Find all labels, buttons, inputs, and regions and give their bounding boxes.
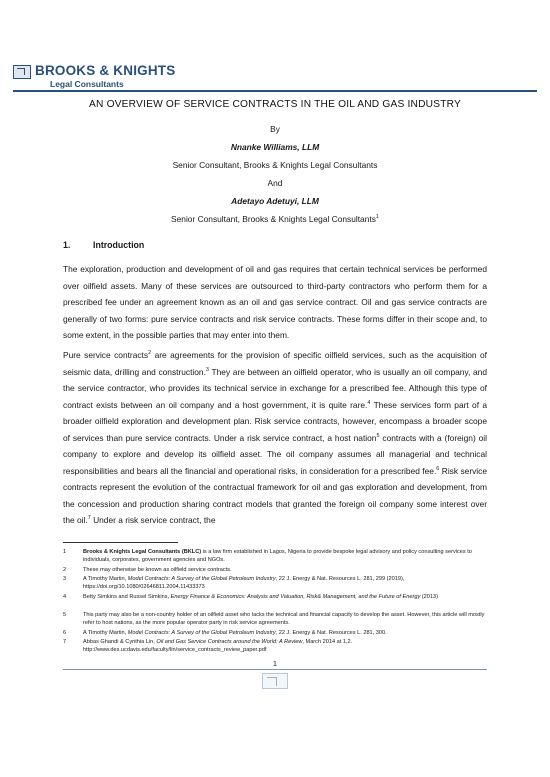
author-1-name: Nnanke Williams, LLM [230,142,320,152]
para2-text-2: are agreements for the provision of specific oilfield services, such as the acquisition of seismic data, drilling and construction. [63,350,487,377]
footnote-number: 6 [63,630,67,636]
footnote-7 [63,638,487,655]
footnote-number: 1 [63,549,67,555]
footnote-title: Oil and Gas Service Contracts around the World: A Review [156,639,303,645]
para2-text-1: Pure service contracts [63,350,149,360]
para2-text-7: Under a risk service contract, the [90,515,216,525]
logo-subtitle: Legal Consultants [50,79,124,89]
author-2-name: Adetayo Adetuyi, LLM [231,196,319,206]
footnote-author: Abbas Ghandi & Cynthia Lin, [83,639,157,645]
footnote-separator [63,542,178,543]
footnote-ref-2: 2 [148,350,152,357]
author-2-role-text: Senior Consultant, Brooks & Knights Legal Consultants [171,214,376,224]
footnote-author: Betty Simkins and Russel Simkins, [83,594,171,600]
footnote-title: Model Contracts: A Survey of the Global Petroleum Industry [127,576,276,582]
footnote-ref-5: 5 [376,432,380,439]
footnote-author: A Timothy Martin, [83,630,128,636]
section-number: 1. [63,240,71,250]
paragraph-1: The exploration, production and development of oil and gas requires that certain technical services be performed over oilfield assets. Many of these services are outsourced to third-party contractors who perform them for a prescribed fee under an agreement known as an oil and gas service contract. Oil and gas service contracts are generally of two forms: pure service contracts and risk service contracts. These forms differ in their scope and, to some extent, in the possible parties that may enter into them. [63,264,487,340]
author-1-role: Senior Consultant, Brooks & Knights Legal Consultants [172,160,378,170]
footnote-text: , March 2014 at 1,2. http://www.des.ucdavis.edu/faculty/lin/service_contracts_review_paper.pdf [83,639,353,654]
header-rule [13,90,537,92]
footnote-bold: Brooks & Knights Legal Consultants (BKLC) [83,549,202,555]
footnote-ref-7: 7 [87,515,91,522]
by-label: By [270,124,280,134]
footnote-number: 4 [63,594,67,600]
footer-logo-icon [262,673,288,689]
page-number: 1 [272,659,278,668]
footnote-5 [63,611,487,628]
footnote-text: These may otherwise be known as oilfield service contracts. [83,567,232,573]
logo-mark-icon [13,65,31,79]
footnote-number: 7 [63,639,67,645]
footnote-title: Model Contracts: A Survey of the Global Petroleum Industry [127,630,276,636]
author-2-role [0,214,550,224]
footer-rule [63,669,487,670]
para2-text-4: These services form part of a broader oilfield exploration and development plan. Risk service contracts, however, encompass a broader scope of services than pure service contracts. Under a risk service contract, a host nation [63,399,488,443]
footnote-text: , 22 J. Energy & Nat. Resources L. 281, 300. [275,630,387,636]
footnote-text: , 22 J. Energy & Nat. Resources L. 281, 299 (2019), https://doi.org/10.1080/02646811.2004.11433373 [83,576,405,591]
footnote-ref-1: 1 [375,214,379,221]
para2-text-6: Risk service contracts represent the evolution of the contractual framework for oil and gas exploration and development, from the concession and production sharing contract models that granted the foreign oil company some interest over the oil. [63,465,487,525]
paragraph-2 [63,347,487,529]
brooks-knights-logo [13,63,176,91]
and-label: And [267,178,283,188]
footnote-6 [63,629,487,637]
footnote-ref-4: 4 [367,399,371,406]
section-title: Introduction [93,240,145,250]
footnote-ref-6: 6 [436,465,440,472]
footnote-1 [63,548,487,565]
footnote-text: This party may also be a non-country holder of an oilfield asset who lacks the technical and financial capacity to develop the asset. However, this article will mostly refer to host nations, as the more popular operator party in risk service agreements. [83,612,485,627]
footnote-3 [63,575,487,592]
footnote-author: A Timothy Martin, [83,576,128,582]
footnote-2 [63,566,487,574]
footnote-title: Energy Finance & Economics: Analysis and Valuation, Risk& Management, and the Future of Energy [170,594,421,600]
section-heading [63,240,144,250]
footnote-text: is a law firm established in Lagos, Nigeria to provide bespoke legal advisory and policy consulting services to individuals, corporates, government agencies and NGOs. [83,549,472,564]
footnote-number: 2 [63,567,67,573]
footnote-text: (2013) [420,594,438,600]
footnote-number: 5 [63,612,67,618]
document-title: AN OVERVIEW OF SERVICE CONTRACTS IN THE OIL AND GAS INDUSTRY [88,99,462,110]
footnote-ref-3: 3 [205,366,209,373]
footnote-4 [63,593,487,601]
para2-text-5: contracts with a (foreign) oil company to explore and develop its oilfield asset. The oil company assumes all managerial and technical responsibilities and bears all the financial and operational risks, in consideration for a prescribed fee. [63,432,487,476]
logo-name: BROOKS & KNIGHTS [35,63,176,78]
para2-text-3: They are between an oilfield operator, who is usually an oil company, and the service contractor, who provides its technical service in exchange for a prescribed fee. Although this type of contract exists between an oil company and a host government, it is quite rare. [63,366,487,410]
footnote-number: 3 [63,576,67,582]
